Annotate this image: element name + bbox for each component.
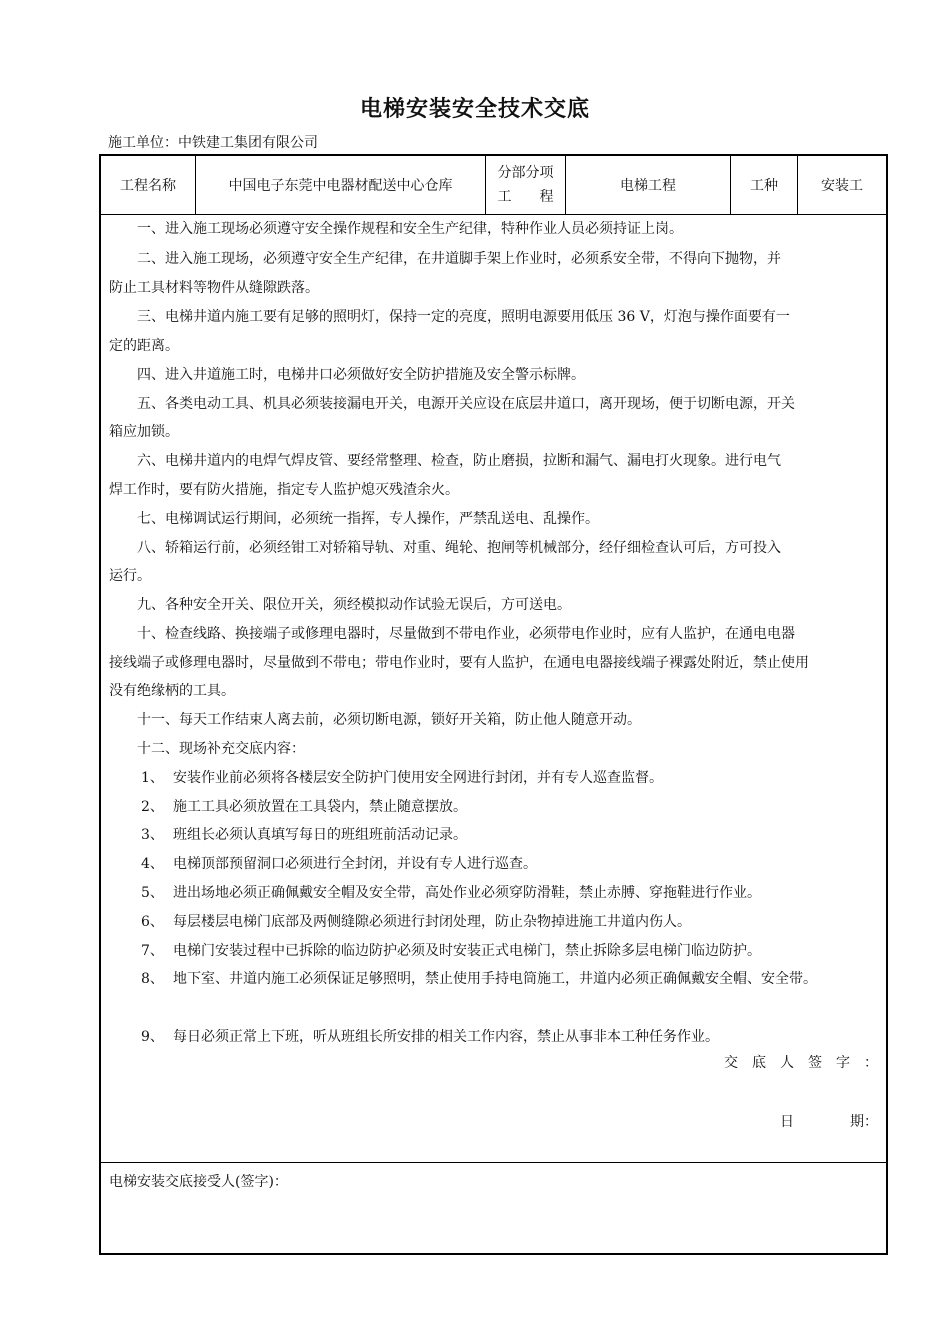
clause-1: 一、进入施工现场必须遵守安全操作规程和安全生产纪律，特种作业人员必须持证上岗。: [137, 221, 683, 237]
clause-7: 七、电梯调试运行期间，必须统一指挥，专人操作，严禁乱送电、乱操作。: [137, 511, 599, 527]
clause-2-line2: 防止工具材料等物件从缝隙跌落。: [109, 280, 319, 296]
list-item-text: 电梯门安装过程中已拆除的临边防护必须及时安装正式电梯门，禁止拆除多层电梯门临边防护。: [173, 943, 761, 959]
clause-10-line3: 没有绝缘柄的工具。: [109, 683, 235, 699]
clause-11: 十一、每天工作结束人离去前，必须切断电源，锁好开关箱，防止他人随意开动。: [137, 712, 641, 728]
receiver-signature-label: 电梯安装交底接受人(签字)：: [109, 1174, 288, 1190]
sub-project-label-line2: 工 程: [497, 189, 554, 205]
discloser-signature-label: 交 底 人 签 字 ：: [724, 1055, 878, 1071]
clause-2-line1: 二、进入施工现场，必须遵守安全生产纪律，在井道脚手架上作业时，必须系安全带，不得向下抛物，并: [137, 251, 781, 267]
clause-3-line2: 定的距离。: [109, 338, 179, 354]
list-item: [141, 965, 881, 994]
project-name-label: 工程名称: [101, 156, 196, 214]
clause-3-line1: 三、电梯井道内施工要有足够的照明灯，保持一定的亮度，照明电源要用低压 36 V，灯泡与操作面要有一: [137, 309, 790, 325]
disclosure-content: [101, 214, 886, 1163]
clause-6-line1: 六、电梯井道内的电焊气焊皮管、要经常整理、检查，防止磨损，拉断和漏气、漏电打火现象。进行电气: [137, 453, 781, 469]
list-item-number: 3、: [141, 827, 164, 843]
list-item: [141, 793, 881, 822]
list-item-number: 8、: [141, 971, 164, 987]
clause-6-line2: 焊工作时，要有防火措施，指定专人监护熄灭残渣余火。: [109, 482, 459, 498]
list-item-number: 7、: [141, 943, 164, 959]
list-item-text: 每日必须正常上下班，听从班组长所安排的相关工作内容，禁止从事非本工种任务作业。: [173, 1029, 719, 1045]
list-item: [141, 821, 881, 850]
list-item-text: 进出场地必须正确佩戴安全帽及安全带，高处作业必须穿防滑鞋，禁止赤膊、穿拖鞋进行作业。: [173, 885, 761, 901]
header-row: [101, 156, 886, 215]
list-item-number: 6、: [141, 914, 164, 930]
list-item: [141, 1023, 881, 1052]
list-item-text: 班组长必须认真填写每日的班组班前活动记录。: [173, 827, 467, 843]
clause-10-line1: 十、检查线路、换接端子或修理电器时，尽量做到不带电作业，必须带电作业时，应有人监护，在通电电器: [137, 626, 795, 642]
clause-10-line2: 接线端子或修理电器时，尽量做到不带电；带电作业时，要有人监护，在通电电器接线端子裸露处附近，禁止使用: [109, 655, 809, 671]
list-item: [141, 764, 881, 793]
list-item-text: 施工工具必须放置在工具袋内，禁止随意摆放。: [173, 799, 467, 815]
trade-value: 安装工: [821, 178, 863, 194]
list-item-number: 4、: [141, 856, 164, 872]
disclosure-form: [99, 154, 888, 1255]
list-item-text: 安装作业前必须将各楼层安全防护门使用安全网进行封闭，并有专人巡查监督。: [173, 770, 663, 786]
list-item-text: 地下室、井道内施工必须保证足够照明，禁止使用手持电筒施工，井道内必须正确佩戴安全帽、安全带。: [173, 971, 817, 987]
clause-5-line1: 五、各类电动工具、机具必须装接漏电开关，电源开关应设在底层井道口，离开现场，便于切断电源，开关: [137, 396, 795, 412]
trade-label: 工种: [731, 156, 798, 214]
sub-project-value: 电梯工程: [566, 156, 731, 214]
list-item: [141, 850, 881, 879]
list-item-text: 电梯顶部预留洞口必须进行全封闭，并设有专人进行巡查。: [173, 856, 537, 872]
list-item-text: 每层楼层电梯门底部及两侧缝隙必须进行封闭处理，防止杂物掉进施工井道内伤人。: [173, 914, 691, 930]
list-item: [141, 937, 881, 966]
construction-unit: 施工单位：中铁建工集团有限公司: [108, 135, 318, 151]
list-item-number: 1、: [141, 770, 164, 786]
clause-8-line2: 运行。: [109, 568, 151, 584]
sub-project-label-line1: 分部分项: [497, 165, 554, 181]
list-item: [141, 879, 881, 908]
clause-5-line2: 箱应加锁。: [109, 424, 179, 440]
list-item: [141, 908, 881, 937]
project-name-value: 中国电子东莞中电器材配送中心仓库: [196, 156, 486, 214]
sub-project-label: [486, 156, 566, 214]
clause-4: 四、进入井道施工时，电梯井口必须做好安全防护措施及安全警示标牌。: [137, 367, 585, 383]
date-label: 日 期：: [780, 1114, 878, 1130]
document-title: 电梯安装安全技术交底: [359, 97, 590, 122]
list-item-number: 2、: [141, 799, 164, 815]
list-item-number: 9、: [141, 1029, 164, 1045]
clause-9: 九、各种安全开关、限位开关，须经模拟动作试验无误后，方可送电。: [137, 597, 571, 613]
list-item-number: 5、: [141, 885, 164, 901]
clause-12: 十二、现场补充交底内容：: [137, 741, 305, 757]
clause-8-line1: 八、轿箱运行前，必须经钳工对轿箱导轨、对重、绳轮、抱闸等机械部分，经仔细检查认可后，方可投入: [137, 540, 781, 556]
